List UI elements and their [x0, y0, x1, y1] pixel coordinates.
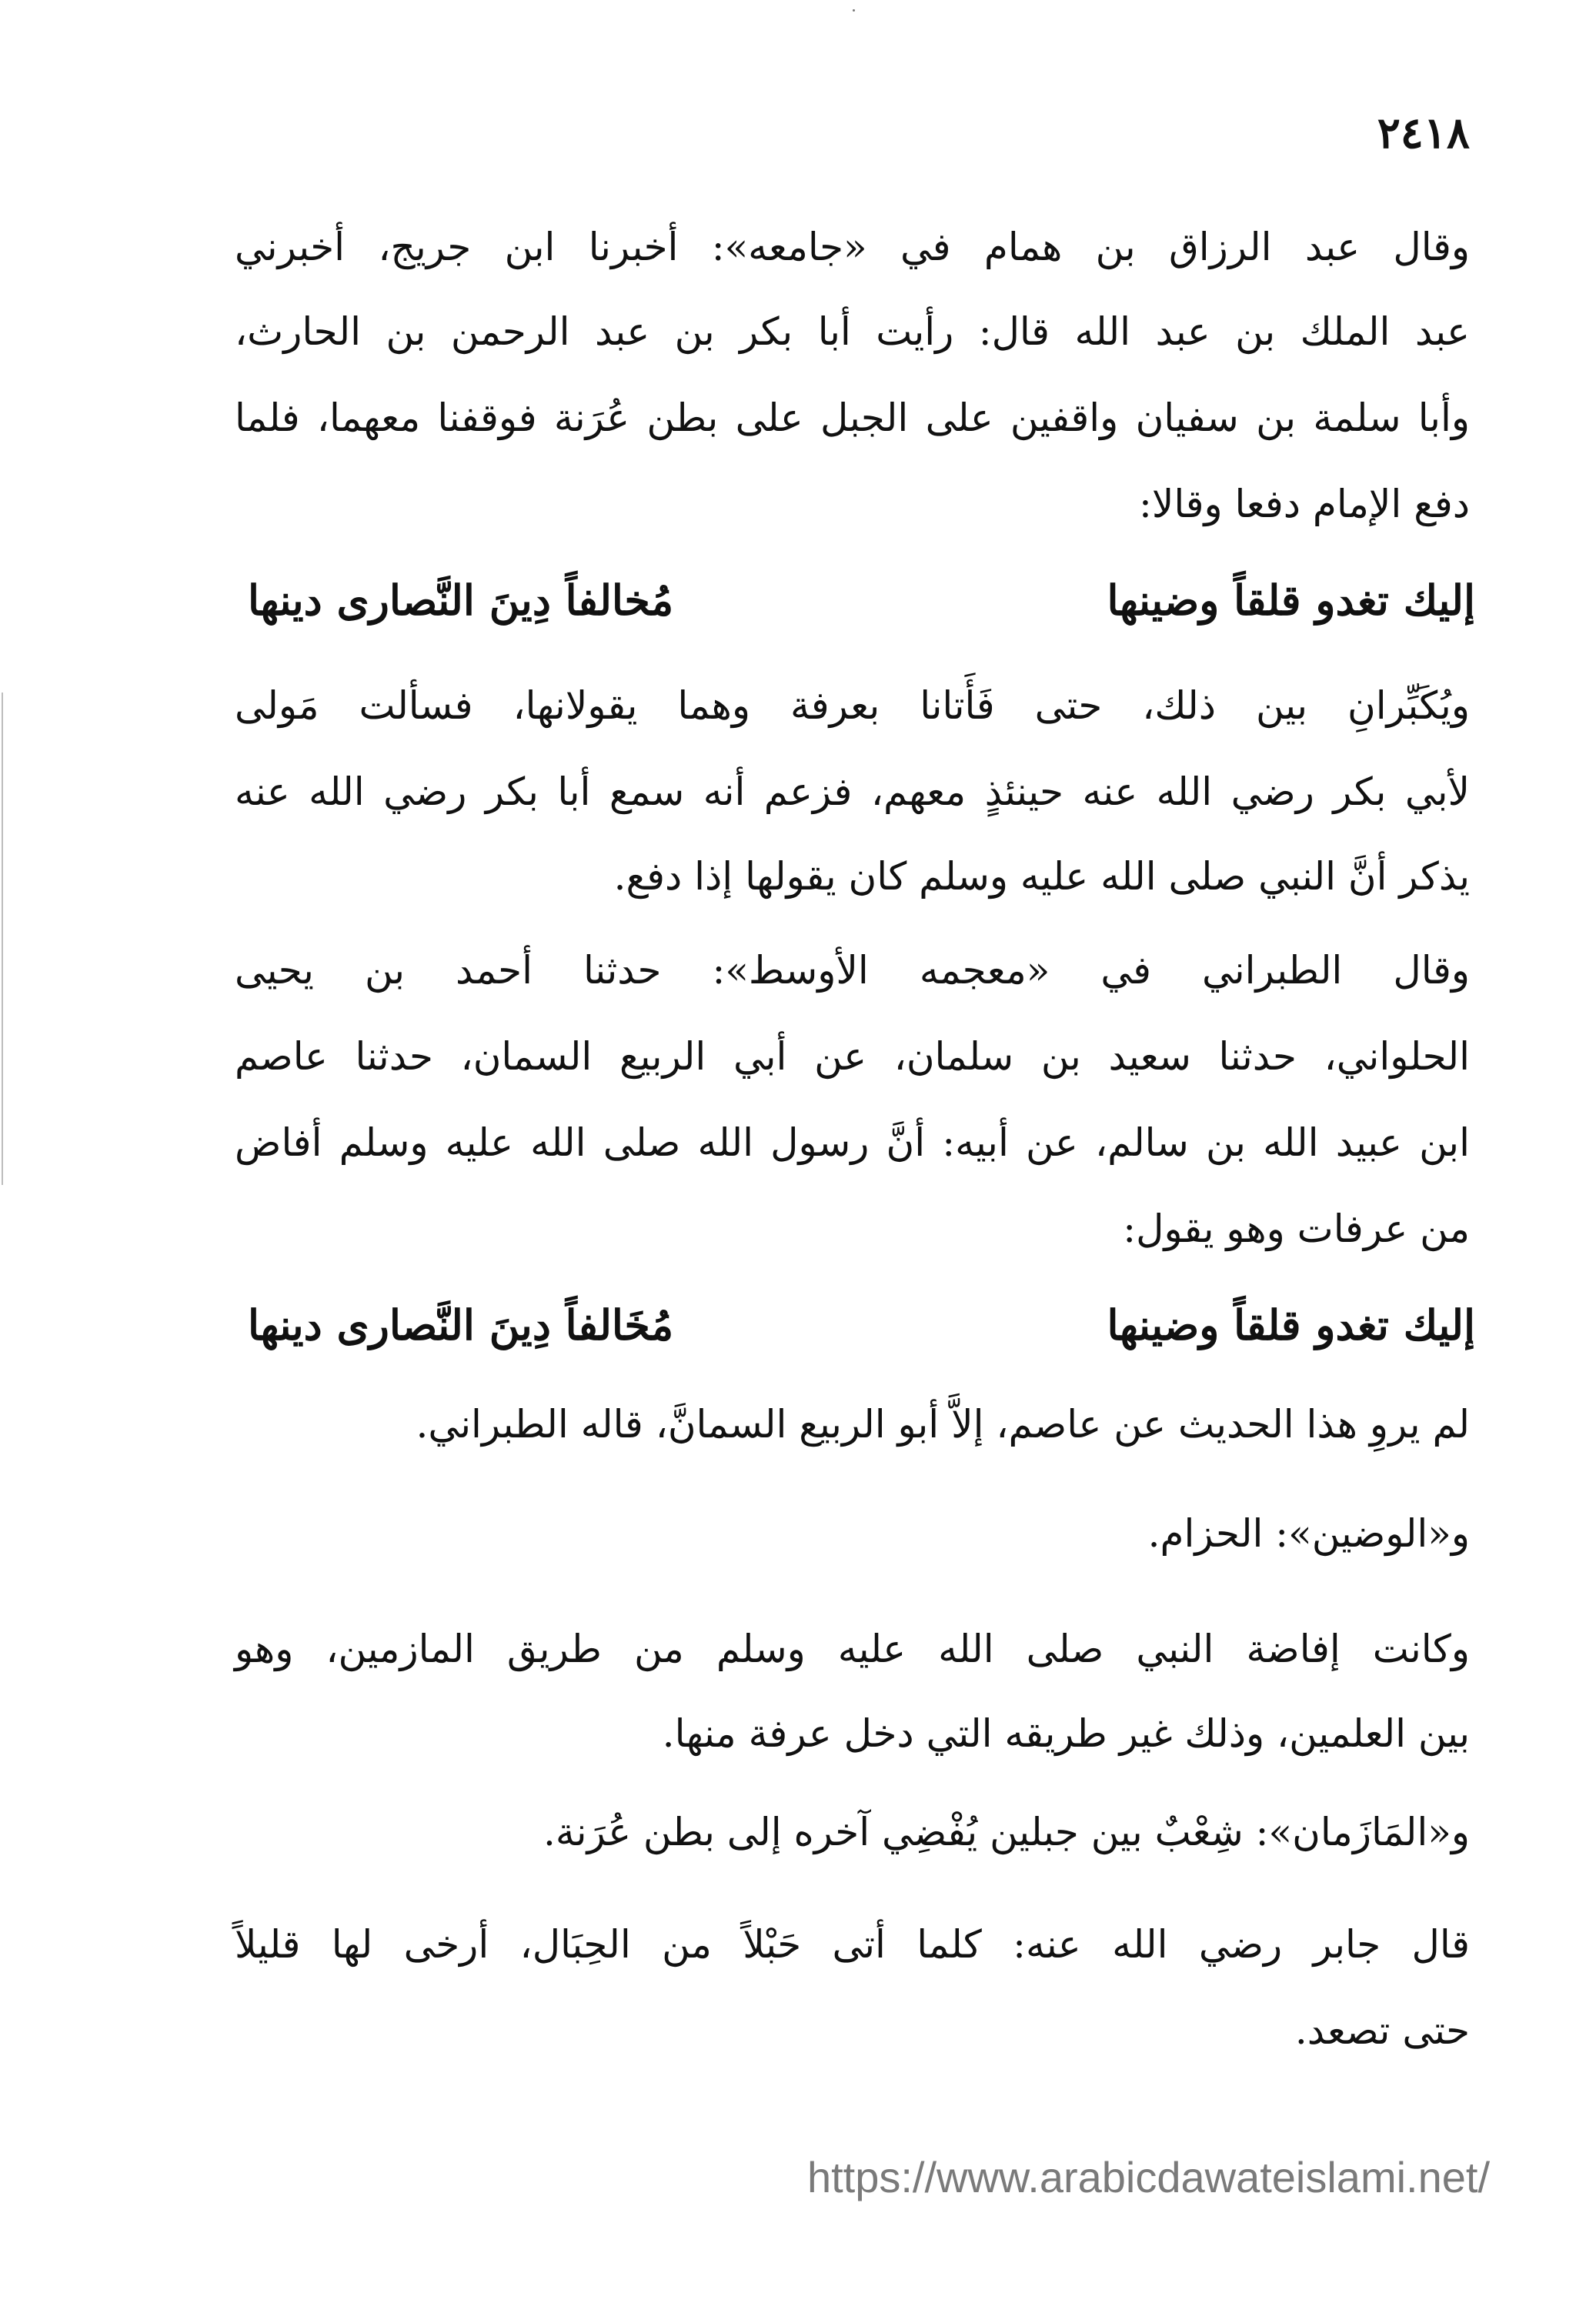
- paragraph-5: [235, 1511, 1470, 1576]
- paragraph-1-line-3: وأبا سلمة بن سفيان واقفين على الجبل على بطن عُرَنة فوقفنا معهما، فلما: [235, 396, 1470, 440]
- paragraph-7: [235, 1810, 1470, 1874]
- paragraph-2: [235, 683, 1470, 933]
- website-url: https://www.arabicdawateislami.net/: [806, 2153, 1490, 2201]
- verse-2-first-hemistich: إليك تغدو قلقاً وضينها: [1107, 1300, 1475, 1350]
- verse-1-first-hemistich: إليك تغدو قلقاً وضينها: [1107, 576, 1475, 625]
- paragraph-4: [235, 1402, 1470, 1467]
- paragraph-6: [235, 1627, 1470, 1768]
- paragraph-3-line-4: من عرفات وهو يقول:: [1123, 1207, 1470, 1251]
- page-number: ٢٤١٨: [1377, 108, 1470, 159]
- paragraph-3-line-1: وقال الطبراني في «معجمه الأوسط»: حدثنا أحمد بن يحيى: [235, 948, 1470, 993]
- paragraph-3-line-2: الحلواني، حدثنا سعيد بن سلمان، عن أبي الربيع السمان، حدثنا عاصم: [235, 1034, 1470, 1079]
- scan-margin-line: [2, 693, 3, 1185]
- verse-1: [248, 576, 1475, 629]
- verse-2-second-hemistich: مُخَالفاً دِينَ النَّصارى دينها: [248, 1300, 674, 1350]
- paragraph-7-line-1: و«المَازَمان»: شِعْبٌ بين جبلين يُفْضِي آخره إلى بطن عُرَنة.: [543, 1810, 1470, 1854]
- scan-dot: [853, 9, 855, 12]
- paragraph-8-line-1: قال جابر رضي الله عنه: كلما أتى حَبْلاً من الحِبَال، أرخى لها قليلاً: [235, 1922, 1470, 1967]
- paragraph-1-line-2: عبد الملك بن عبد الله قال: رأيت أبا بكر بن عبد الرحمن بن الحارث،: [235, 309, 1470, 354]
- paragraph-6-line-1: وكانت إفاضة النبي صلى الله عليه وسلم من طريق المازمين، وهو: [235, 1627, 1470, 1671]
- paragraph-4-line-1: لم يروِ هذا الحديث عن عاصم، إلاَّ أبو الربيع السمانَّ، قاله الطبراني.: [416, 1402, 1470, 1447]
- verse-1-second-hemistich: مُخالفاً دِينَ النَّصارى دينها: [248, 576, 674, 625]
- paragraph-8-line-2: حتى تصعد.: [1294, 2008, 1470, 2053]
- paragraph-5-line-1: و«الوضين»: الحزام.: [1147, 1511, 1470, 1556]
- paragraph-3-line-3: ابن عبيد الله بن سالم، عن أبيه: أنَّ رسول الله صلى الله عليه وسلم أفاض: [235, 1120, 1470, 1165]
- paragraph-2-line-2: لأبي بكر رضي الله عنه حينئذٍ معهم، فزعم أنه سمع أبا بكر رضي الله عنه: [235, 769, 1470, 814]
- paragraph-1: [235, 225, 1470, 566]
- paragraph-1-line-4: دفع الإمام دفعا وقالا:: [1138, 482, 1470, 526]
- paragraph-6-line-2: بين العلمين، وذلك غير طريقه التي دخل عرفة منها.: [662, 1711, 1470, 1756]
- paragraph-3: [235, 948, 1470, 1290]
- paragraph-2-line-1: ويُكَبِّرانِ بين ذلك، حتى فَأَتانا بعرفة وهما يقولانها، فسألت مَولى: [235, 683, 1470, 728]
- paragraph-8: [235, 1922, 1470, 2064]
- paragraph-2-line-3: يذكر أنَّ النبي صلى الله عليه وسلم كان يقولها إذا دفع.: [613, 854, 1470, 899]
- verse-2: [248, 1300, 1475, 1354]
- paragraph-1-line-1: وقال عبد الرزاق بن همام في «جامعه»: أخبرنا ابن جريج، أخبرني: [235, 225, 1470, 269]
